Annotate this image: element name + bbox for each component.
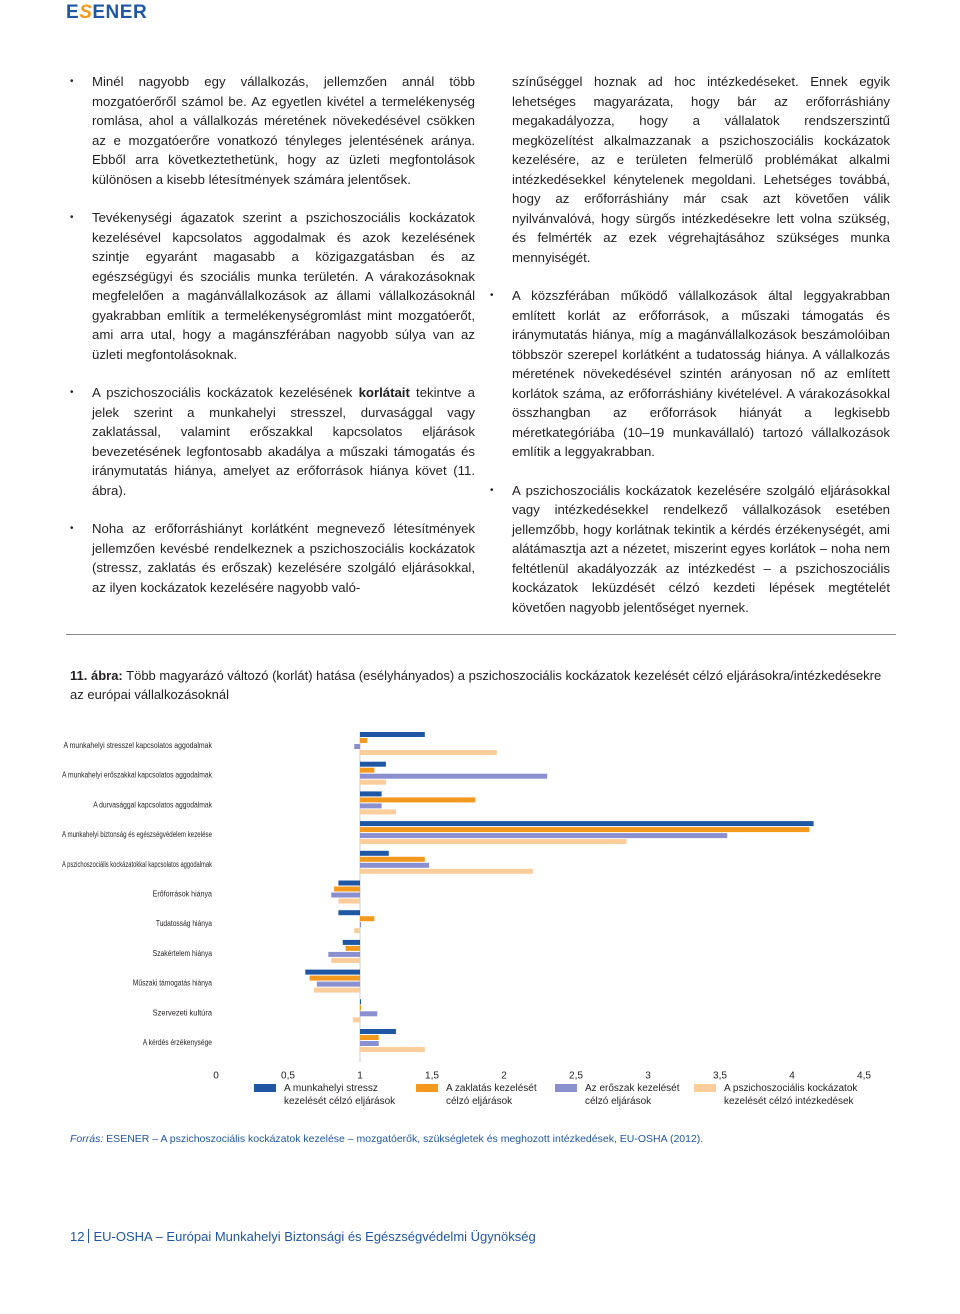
x-tick-label: 2: [501, 1070, 507, 1080]
bar: [346, 946, 360, 951]
bar: [360, 1047, 425, 1052]
bar: [360, 851, 389, 856]
bar: [360, 768, 374, 773]
x-tick-label: 0,5: [281, 1070, 295, 1080]
category-label: Szakértelem hiánya: [152, 948, 213, 958]
bar-chart: [0, 720, 960, 1080]
x-tick-label: 4,5: [857, 1070, 871, 1080]
legend-item-psychosocial: A pszichoszociális kockázatok kezelését célzó intézkedések: [724, 1082, 857, 1108]
footer-separator: [88, 1229, 89, 1243]
bar: [360, 750, 497, 755]
bar: [354, 744, 360, 749]
bar: [331, 958, 360, 963]
paragraph-resources: • Noha az erőforráshiányt korlátként megnevező létesítmények jellemzően kevésbé rendelkeznek a pszichoszociális kockázatok (stressz, zaklatás és erőszak) kezelésére szolgáló eljárásokkal, az ilyen kockázatok kezelésére nagyobb való-: [70, 519, 475, 597]
x-tick-label: 4: [789, 1070, 795, 1080]
footer-org: EU-OSHA – Európai Munkahelyi Biztonsági és Egészségvédelmi Ügynökség: [93, 1229, 536, 1244]
bar: [305, 970, 360, 975]
bar: [331, 893, 360, 898]
bar: [338, 910, 360, 915]
bar: [360, 1029, 396, 1034]
bar: [360, 839, 626, 844]
legend-swatch: [555, 1084, 577, 1092]
bar: [360, 1041, 379, 1046]
category-label: A pszichoszociális kockázatokkal kapcsolatos aggodalmak: [62, 859, 213, 869]
divider-line: [66, 634, 896, 635]
bar: [360, 821, 814, 826]
bar: [317, 982, 360, 987]
bar: [360, 827, 809, 832]
paragraph-sensitivity: • A pszichoszociális kockázatok kezelésére szolgáló eljárásokkal vagy intézkedésekkel rendelkező vállalkozások esetében jellemzőbb, hogy korlátnak tekintik a kérdés érzékenységét, ami alátámasztja azt a nézetet, miszerint egyes korlátok – noha nem feltétlenül akadályozzák az intézkedést – a pszichoszociális kockázatok leküzdését célzó kezdeti lépések megtételét követően nagyobb jelentőséget nyernek.: [490, 481, 890, 618]
paragraph-size-drivers: • Minél nagyobb egy vállalkozás, jellemzően annál több mozgatóerőről számol be. Az egyetlen kivétel a termelékenység romlása, ahol a vállalkozás méretének növekedésével csökken az e mozgatóerőre vonatkozó tényleges jelentésének aránya. Ebből arra következtethetünk, hogy az üzleti megfontolások különösen a kisebb létesítmények számára jelentősek.: [70, 72, 475, 189]
bar: [360, 762, 386, 767]
bar: [360, 1035, 379, 1040]
bar: [353, 1017, 360, 1022]
figure-source: Forrás: ESENER – A pszichoszociális kockázatok kezelése – mozgatóerők, szükségletek és meghozott intézkedések, EU-OSHA (2012).: [70, 1133, 704, 1145]
category-label: A munkahelyi stresszel kapcsolatos aggodalmak: [63, 741, 213, 750]
bar: [338, 881, 360, 886]
paragraph-continued: színűséggel hoznak ad hoc intézkedéseket. Ennek egyik lehetséges magyarázata, hogy bár az erőforráshiány megakadályozza, hogy a vállalatok rendszerszintű megközelítést alkalmazzanak a pszichoszociális kockázatok kezelésére, az e területen felmerülő problémákat alkalmi intézkedésekkel kénytelenek megoldani. Lehetséges továbbá, hogy az erőforráshiány már csak azt követően válik nyilvánvalóvá, hogy sürgős intézkedésekre lett volna szükség, és felmérték az ezek végrehajtásához szükséges munka mennyiségét.: [512, 74, 890, 265]
bar: [338, 899, 360, 904]
bar: [360, 1011, 377, 1016]
x-tick-label: 1: [357, 1070, 363, 1080]
bar: [360, 1005, 361, 1010]
legend-swatch: [416, 1084, 438, 1092]
x-tick-label: 3: [645, 1070, 651, 1080]
bar: [328, 952, 360, 957]
bar: [360, 833, 727, 838]
category-label: A munkahelyi biztonság és egészségvédelem kezelése: [62, 830, 213, 840]
bar: [343, 940, 360, 945]
x-tick-label: 0: [213, 1070, 219, 1080]
esener-logo: ESENER: [66, 2, 148, 23]
x-tick-label: 2,5: [569, 1070, 583, 1080]
bar: [360, 916, 374, 921]
figure-caption: 11. ábra: Több magyarázó változó (korlát) hatása (esélyhányados) a pszichoszociális kockázatok kezelését célzó eljárásokra/intézkedésekre az európai vállalkozásoknál: [70, 668, 882, 702]
category-label: Tudatosság hiánya: [155, 919, 213, 929]
bar: [360, 797, 475, 802]
bar: [310, 976, 360, 981]
bar: [360, 780, 386, 785]
category-label: A kérdés érzékenysége: [142, 1038, 213, 1047]
bar: [360, 922, 361, 927]
bar: [314, 988, 360, 993]
left-column: [70, 72, 475, 616]
page-number: 12: [70, 1229, 85, 1244]
bar: [334, 887, 360, 892]
legend-swatch: [254, 1084, 276, 1092]
category-label: A durvasággal kapcsolatos aggodalmak: [93, 800, 213, 810]
right-column: [490, 72, 890, 636]
legend-item-harassment: A zaklatás kezelését célzó eljárások: [446, 1082, 537, 1108]
legend-item-violence: Az erőszak kezelését célzó eljárások: [585, 1082, 680, 1108]
bar: [360, 803, 382, 808]
paragraph-sectors: • Tevékenységi ágazatok szerint a pszichoszociális kockázatok kezelésével kapcsolatos aggodalmak és azok kezelésének szintje egyaránt magasabb a közigazgatásban és az egészségügyi és szociális munka területén. A várakozásoknak megfelelően a magánvállalkozások az állami vállalkozásoknál gyakrabban említik a termelékenységromlást mint mozgatóerőt, ami arra utal, hogy a magánszférában nagyobb súlya van az üzleti megfontolásoknak.: [70, 208, 475, 364]
bar: [360, 738, 367, 743]
bar: [360, 869, 533, 874]
paragraph-public-sector: • A közszférában működő vállalkozások által leggyakrabban említett korlát az erőforrások, a műszaki támogatás és iránymutatás hiánya, míg a magánvállalkozások beszámolóiban többször szerepel korlátként a tudatosság hiánya. A vállalkozás méretének növekedésével szintén arányosan nő az említett korlátok száma, az erőforráshiány kivételével. A várakozásokkal összhangban az erőforrások hiányát a legkisebb méretkategóriába (10–19 munkavállaló) tartozó vállalkozások említik a leggyakrabban.: [490, 286, 890, 462]
category-label: A munkahelyi erőszakkal kapcsolatos aggodalmak: [62, 770, 213, 780]
bar: [360, 809, 396, 814]
bar: [360, 999, 361, 1004]
bar: [360, 863, 429, 868]
bar: [360, 732, 425, 737]
page-footer: [70, 1229, 536, 1244]
paragraph-barriers: • A pszichoszociális kockázatok kezelésének korlátait tekintve a jelek szerint a munkahelyi stresszel, durvasággal vagy zaklatással, valamint erőszakkal kapcsolatos eljárások bevezetésének legfontosabb akadálya a műszaki támogatás és iránymutatás hiánya, amelyet az erőforrások hiánya követ (11. ábra).: [70, 383, 475, 500]
legend-swatch: [694, 1084, 716, 1092]
x-tick-label: 1,5: [425, 1070, 439, 1080]
category-label: Szervezeti kultúra: [152, 1008, 213, 1018]
x-tick-label: 3,5: [713, 1070, 727, 1080]
bar: [360, 774, 547, 779]
bar: [360, 857, 425, 862]
category-label: Műszaki támogatás hiánya: [132, 978, 213, 988]
legend-item-stress: A munkahelyi stressz kezelését célzó eljárások: [284, 1082, 395, 1108]
bar: [354, 928, 360, 933]
bar: [360, 791, 382, 796]
category-label: Erőforrások hiánya: [152, 889, 213, 899]
